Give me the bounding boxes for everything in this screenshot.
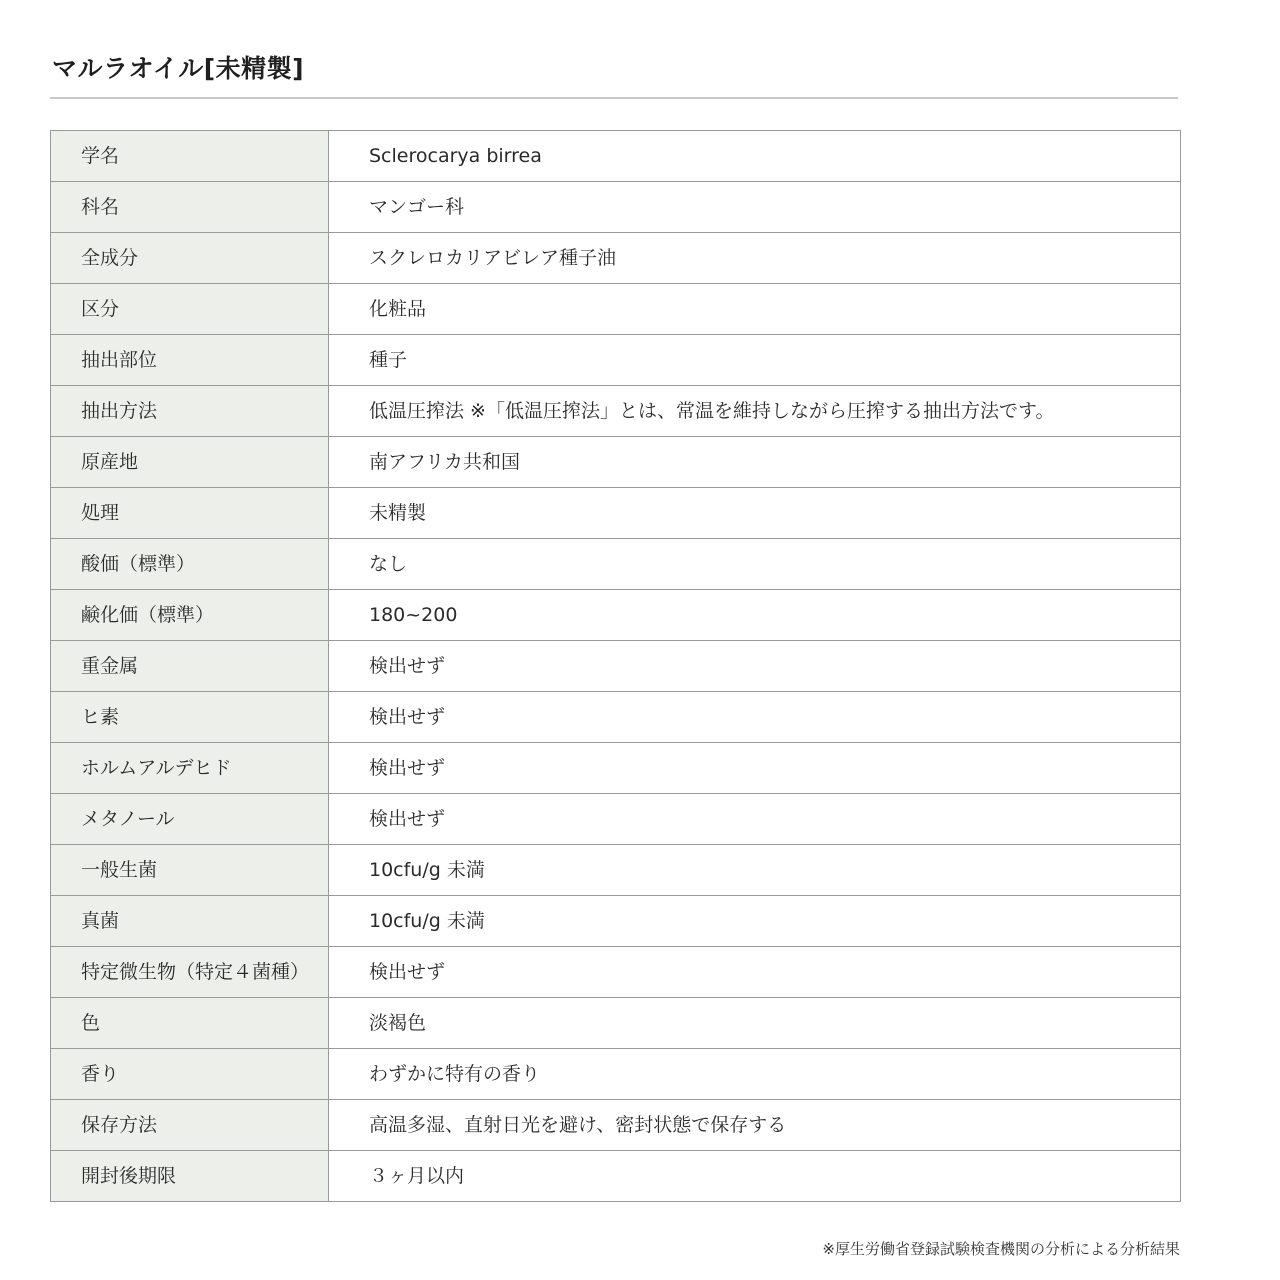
row-value: 10cfu/g 未満: [329, 896, 1181, 947]
row-value: 化粧品: [329, 284, 1181, 335]
table-row: [51, 1049, 1181, 1100]
row-label: 抽出部位: [51, 335, 329, 386]
table-row: [51, 233, 1181, 284]
table-row: [51, 896, 1181, 947]
row-value: マンゴー科: [329, 182, 1181, 233]
row-value: 検出せず: [329, 641, 1181, 692]
table-row: [51, 131, 1181, 182]
table-row: [51, 590, 1181, 641]
title-divider: [50, 97, 1178, 99]
table-row: [51, 182, 1181, 233]
row-value: ３ヶ月以内: [329, 1151, 1181, 1202]
row-label: ホルムアルデヒド: [51, 743, 329, 794]
spec-table: [50, 130, 1181, 1202]
row-label: ヒ素: [51, 692, 329, 743]
row-value: 高温多湿、直射日光を避け、密封状態で保存する: [329, 1100, 1181, 1151]
row-value: 検出せず: [329, 743, 1181, 794]
row-label: 真菌: [51, 896, 329, 947]
table-row: [51, 1151, 1181, 1202]
table-row: [51, 386, 1181, 437]
table-row: [51, 1100, 1181, 1151]
row-value: 淡褐色: [329, 998, 1181, 1049]
row-value: Sclerocarya birrea: [329, 131, 1181, 182]
table-row: [51, 641, 1181, 692]
row-value: 180~200: [329, 590, 1181, 641]
table-row: [51, 845, 1181, 896]
table-row: [51, 539, 1181, 590]
table-row: [51, 947, 1181, 998]
table-row: [51, 692, 1181, 743]
row-label: メタノール: [51, 794, 329, 845]
row-value: 検出せず: [329, 692, 1181, 743]
row-label: 処理: [51, 488, 329, 539]
row-value: 検出せず: [329, 794, 1181, 845]
row-label: 重金属: [51, 641, 329, 692]
row-label: 一般生菌: [51, 845, 329, 896]
analysis-footnote: ※厚生労働省登録試験検査機関の分析による分析結果: [822, 1240, 1180, 1258]
row-value: スクレロカリアビレア種子油: [329, 233, 1181, 284]
table-row: [51, 437, 1181, 488]
row-label: 開封後期限: [51, 1151, 329, 1202]
row-value: 10cfu/g 未満: [329, 845, 1181, 896]
row-label: 学名: [51, 131, 329, 182]
row-label: 鹸化価（標準）: [51, 590, 329, 641]
row-value: 南アフリカ共和国: [329, 437, 1181, 488]
table-row: [51, 284, 1181, 335]
row-value: 未精製: [329, 488, 1181, 539]
row-value: 低温圧搾法 ※「低温圧搾法」とは、常温を維持しながら圧搾する抽出方法です。: [329, 386, 1181, 437]
table-row: [51, 794, 1181, 845]
row-value: 種子: [329, 335, 1181, 386]
row-label: 区分: [51, 284, 329, 335]
table-row: [51, 335, 1181, 386]
row-value: 検出せず: [329, 947, 1181, 998]
row-label: 色: [51, 998, 329, 1049]
table-row: [51, 488, 1181, 539]
row-label: 科名: [51, 182, 329, 233]
row-label: 保存方法: [51, 1100, 329, 1151]
row-label: 特定微生物（特定４菌種）: [51, 947, 329, 998]
row-label: 全成分: [51, 233, 329, 284]
row-label: 酸価（標準）: [51, 539, 329, 590]
row-label: 原産地: [51, 437, 329, 488]
row-label: 香り: [51, 1049, 329, 1100]
page-title: マルラオイル[未精製]: [52, 54, 305, 83]
row-label: 抽出方法: [51, 386, 329, 437]
row-value: わずかに特有の香り: [329, 1049, 1181, 1100]
row-value: なし: [329, 539, 1181, 590]
table-row: [51, 743, 1181, 794]
table-row: [51, 998, 1181, 1049]
